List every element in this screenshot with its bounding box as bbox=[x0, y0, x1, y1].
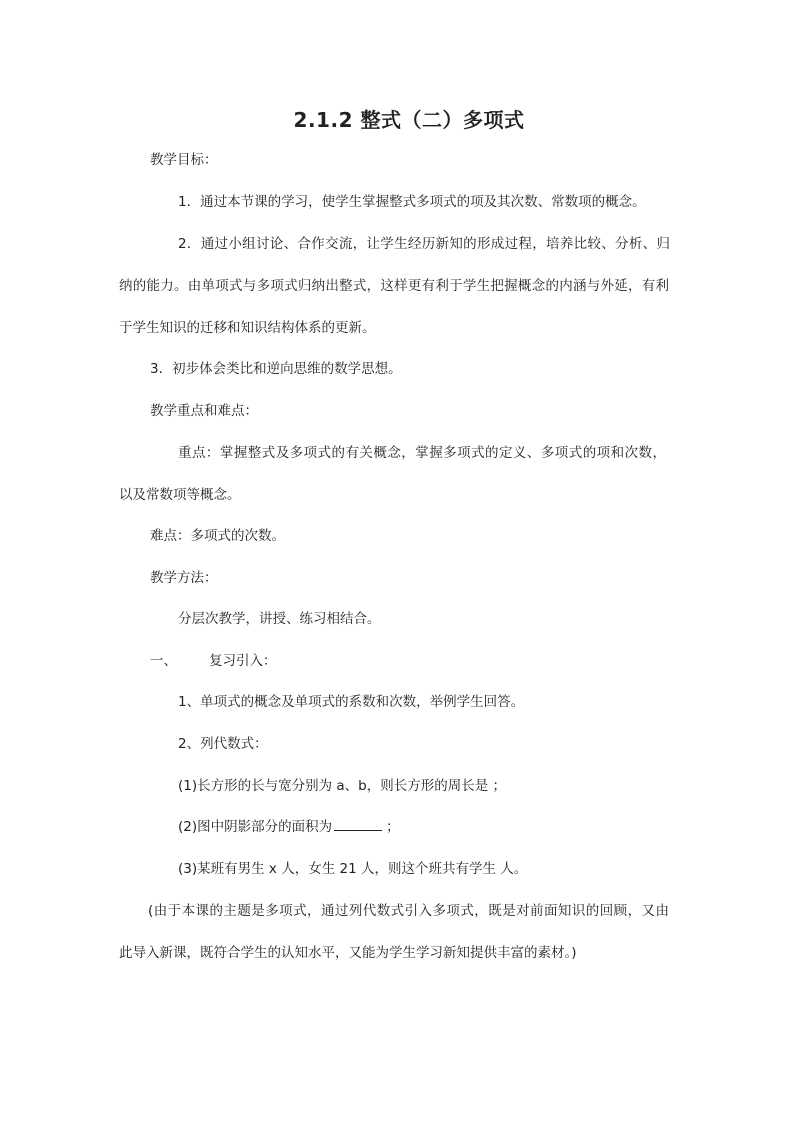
focus-line-1: 重点：掌握整式及多项式的有关概念，掌握多项式的定义、多项式的项和次数， bbox=[178, 445, 666, 461]
question-2-end: ； bbox=[386, 819, 400, 835]
review-item-2: 2、列代数式： bbox=[178, 736, 268, 752]
note-line-1: (由于本课的主题是多项式，通过列代数式引入多项式，既是对前面知识的回顾，又由 bbox=[148, 903, 669, 919]
page-title: 2.1.2 整式（二）多项式 bbox=[293, 108, 525, 132]
review-item-1: 1、单项式的概念及单项式的系数和次数，举例学生回答。 bbox=[178, 694, 525, 710]
goal-item-1: 1．通过本节课的学习，使学生掌握整式多项式的项及其次数、常数项的概念。 bbox=[178, 194, 646, 210]
question-1: (1)长方形的长与宽分别为 a、b，则长方形的周长是 ； bbox=[178, 778, 507, 794]
section-1-title: 复习引入： bbox=[209, 653, 277, 669]
method-heading: 教学方法： bbox=[150, 570, 218, 586]
question-2 bbox=[178, 818, 400, 836]
goals-heading: 教学目标： bbox=[150, 152, 218, 168]
section-1-number: 一、 bbox=[150, 653, 177, 669]
difficulty-text: 难点：多项式的次数。 bbox=[150, 528, 285, 544]
note-line-2: 此导入新课，既符合学生的认知水平，又能为学生学习新知提供丰富的素材。) bbox=[119, 945, 577, 961]
goal-item-2-line-1: 2．通过小组讨论、合作交流，让学生经历新知的形成过程，培养比较、分析、归 bbox=[178, 236, 670, 252]
goal-item-3: 3．初步体会类比和逆向思维的数学思想。 bbox=[150, 361, 402, 377]
goal-item-2-line-2: 纳的能力。由单项式与多项式归纳出整式，这样更有利于学生把握概念的内涵与外延，有利 bbox=[119, 278, 669, 294]
goal-item-2-line-3: 于学生知识的迁移和知识结构体系的更新。 bbox=[119, 320, 376, 336]
method-text: 分层次教学，讲授、练习相结合。 bbox=[178, 611, 381, 627]
question-2-text: (2)图中阴影部分的面积为 bbox=[178, 819, 333, 835]
focus-line-2: 以及常数项等概念。 bbox=[119, 487, 241, 503]
section-1-heading bbox=[150, 652, 277, 670]
key-points-heading: 教学重点和难点： bbox=[150, 403, 258, 419]
question-3: (3)某班有男生 x 人，女生 21 人，则这个班共有学生 人。 bbox=[178, 861, 528, 877]
answer-blank bbox=[334, 818, 382, 831]
